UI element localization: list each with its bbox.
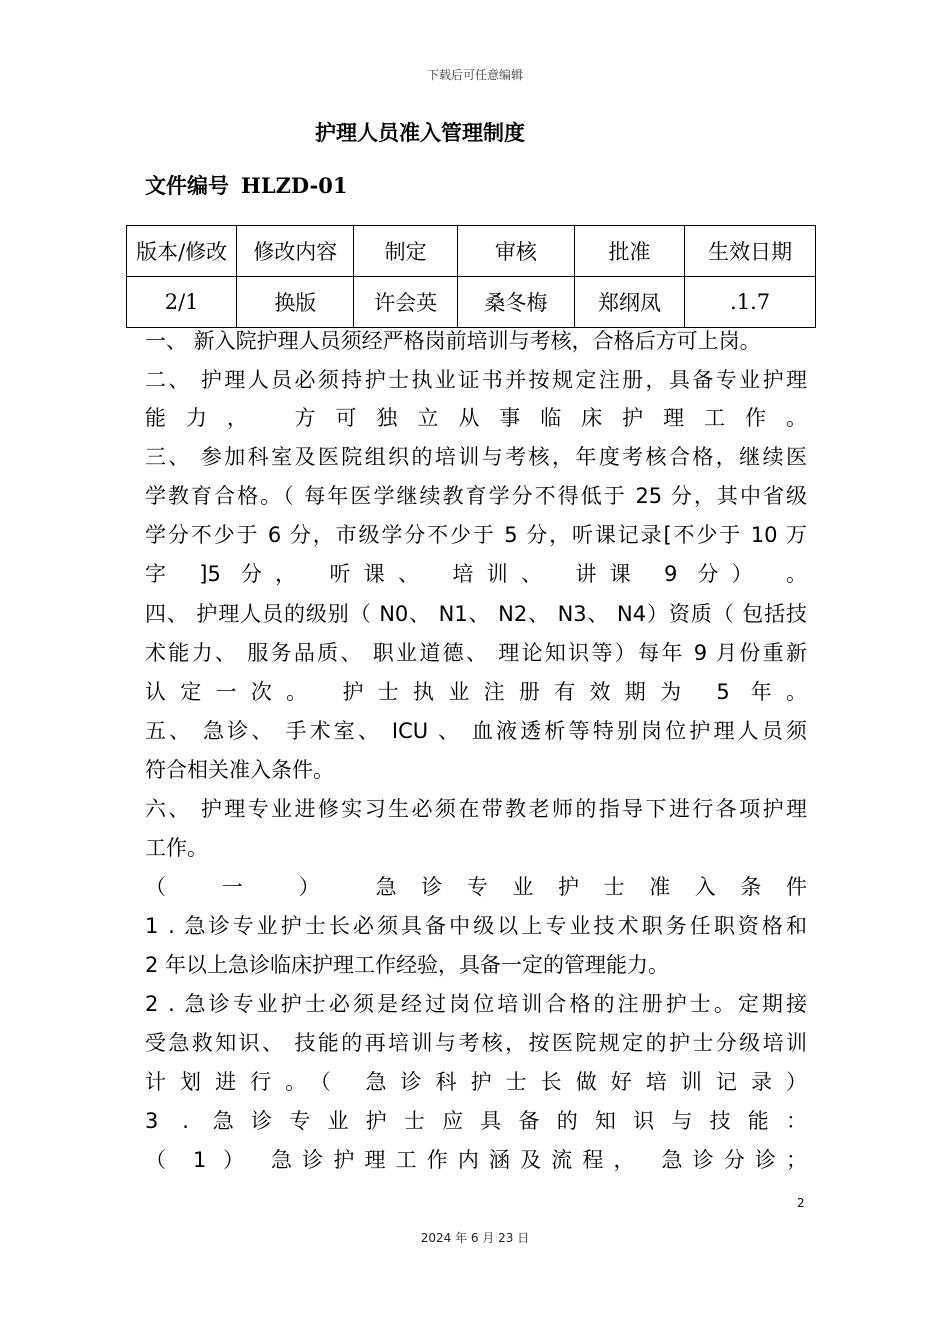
body-line: 工作。 xyxy=(145,836,208,860)
doc-number-value: HLZD-01 xyxy=(241,173,348,198)
body-line: 3 . 急诊专业护士应具备的知识与技能： xyxy=(145,1109,807,1133)
body-line: 二、 护理人员必须持护士执业证书并按规定注册，具备专业护理 xyxy=(145,368,807,392)
revision-table xyxy=(126,225,816,328)
table-header-cell: 制定 xyxy=(354,226,457,277)
table-cell: 郑纲凤 xyxy=(574,277,684,328)
body-line: 1 . 急诊专业护士长必须具备中级以上专业技术职务任职资格和 xyxy=(145,914,807,938)
page-number: 2 xyxy=(797,1196,805,1210)
table-header-cell: 版本/修改 xyxy=(127,226,237,277)
body-line: 计划进行。（ 急诊科护士长做好培训记录） xyxy=(145,1070,807,1094)
body-line: 2 年以上急诊临床护理工作经验，具备一定的管理能力。 xyxy=(145,953,670,977)
body-line: 认定一次。 护士执业注册有效期为 5 年。 xyxy=(145,680,807,704)
body-line: 2 . 急诊专业护士必须是经过岗位培训合格的注册护士。定期接 xyxy=(145,992,807,1016)
table-header-cell: 修改内容 xyxy=(237,226,354,277)
body-line: 能力， 方可独立从事临床护理工作。 xyxy=(145,406,807,430)
body-line: 术能力、 服务品质、 职业道德、 理论知识等）每年 9 月份重新 xyxy=(145,641,807,665)
body-line: 学教育合格。（ 每年医学继续教育学分不得低于 25 分，其中省级 xyxy=(145,484,807,508)
body-line: 字 ]5 分， 听课、 培训、 讲课 9 分） 。 xyxy=(145,562,807,586)
table-cell: 许会英 xyxy=(354,277,457,328)
body-line: 一、 新入院护理人员须经严格岗前培训与考核，合格后方可上岗。 xyxy=(145,329,761,353)
body-line: 六、 护理专业进修实习生必须在带教老师的指导下进行各项护理 xyxy=(145,797,807,821)
doc-number xyxy=(145,170,359,200)
table-cell: 桑冬梅 xyxy=(457,277,574,328)
table-header-cell: 批准 xyxy=(574,226,684,277)
body-line: 四、 护理人员的级别（ N0、 N1、 N2、 N3、 N4）资质（ 包括技 xyxy=(145,602,807,626)
body-line: 学分不少于 6 分，市级学分不少于 5 分，听课记录[不少于 10 万 xyxy=(145,523,807,547)
section-heading: （ 一 ） 急诊专业护士准入条件 xyxy=(145,875,807,899)
table-cell: .1.7 xyxy=(685,277,816,328)
table-header-row xyxy=(127,226,816,277)
table-header-cell: 生效日期 xyxy=(685,226,816,277)
table-cell: 换版 xyxy=(237,277,354,328)
body-line: （ 1 ） 急诊护理工作内涵及流程， 急诊分诊； xyxy=(145,1148,807,1172)
header-note: 下载后可任意编辑 xyxy=(426,68,523,82)
body-line: 三、 参加科室及医院组织的培训与考核，年度考核合格，继续医 xyxy=(145,445,807,469)
doc-number-label: 文件编号 xyxy=(145,173,229,198)
body-line: 受急救知识、 技能的再培训与考核，按医院规定的护士分级培训 xyxy=(145,1031,807,1055)
body-line: 符合相关准入条件。 xyxy=(145,758,334,782)
table-cell: 2/1 xyxy=(127,277,237,328)
table-header-cell: 审核 xyxy=(457,226,574,277)
table-row xyxy=(127,277,816,328)
footer-date: 2024 年 6 月 23 日 xyxy=(420,1231,530,1245)
page-title: 护理人员准入管理制度 xyxy=(315,121,525,145)
body-line: 五、 急诊、 手术室、 ICU 、 血液透析等特别岗位护理人员须 xyxy=(145,719,807,743)
